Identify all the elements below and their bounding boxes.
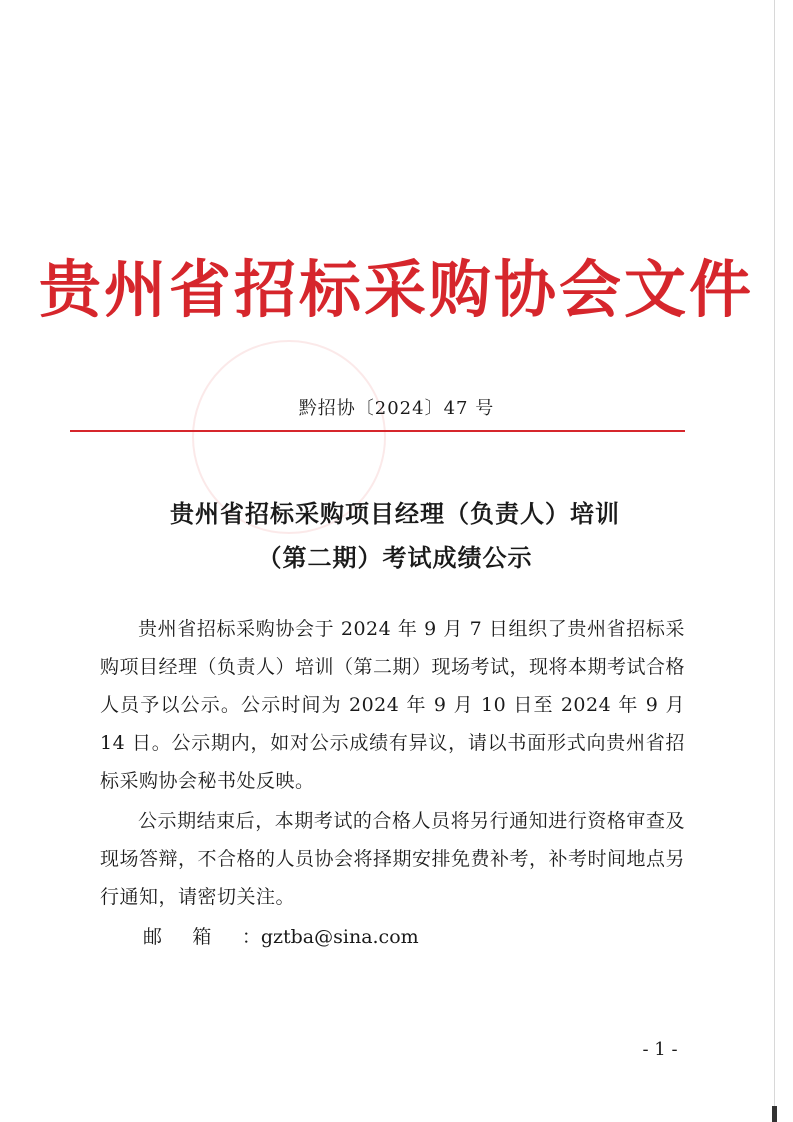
- page-number: - 1 -: [642, 1039, 678, 1060]
- red-divider-line: [70, 430, 685, 432]
- notice-title: [90, 492, 700, 580]
- body-paragraph-2: 公示期结束后，本期考试的合格人员将另行通知进行资格审查及现场答辩，不合格的人员协会将择期安排免费补考，补考时间地点另行通知，请密切关注。: [100, 810, 686, 908]
- email-colon: ：: [241, 926, 261, 948]
- body-paragraph-1: 贵州省招标采购协会于 2024 年 9 月 7 日组织了贵州省招标采购项目经理（负责人）培训（第二期）现场考试，现将本期考试合格人员予以公示。公示时间为 2024 年 9 月 10 日至 2024 年 9 月 14 日。公示期内，如对公示成绩有异议，请以书面形式向贵州省招标采购协会秘书处反映。: [100, 618, 686, 792]
- document-number: 黔招协〔2024〕47 号: [298, 398, 495, 419]
- scan-corner-mark: [772, 1106, 777, 1122]
- notice-title-line-1: 贵州省招标采购项目经理（负责人）培训: [170, 499, 620, 528]
- notice-title-line-2: （第二期）考试成绩公示: [257, 543, 533, 572]
- notice-body: [100, 610, 685, 918]
- email-address[interactable]: gztba@sina.com: [260, 926, 419, 948]
- org-header-title: 贵州省招标采购协会文件: [38, 253, 754, 326]
- email-label: 邮箱: [143, 926, 242, 948]
- scan-edge-line: [774, 0, 775, 1122]
- contact-email-line: [143, 918, 419, 956]
